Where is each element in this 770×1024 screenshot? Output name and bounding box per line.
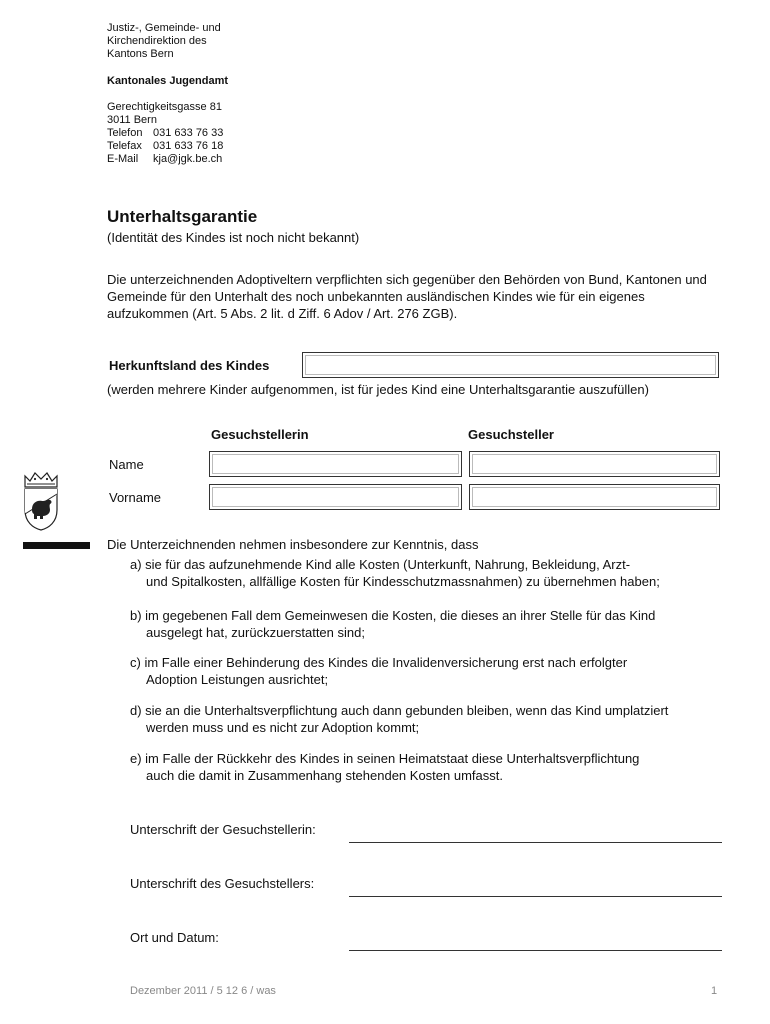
item-c-rest: Adoption Leistungen ausrichtet; [146, 672, 329, 687]
row-label-vorname: Vorname [109, 490, 162, 505]
vorname-male-field[interactable] [469, 484, 720, 510]
email-value: kja@jgk.be.ch [153, 153, 223, 165]
intro-paragraph: Die unterzeichnenden Adoptiveltern verpflichten sich gegenüber den Behörden von Bund, Kantonen und Gemeinde für den Unterhalt des noch unbekannten ausländischen Kindes wie für ein eigenes aufzukommen (Art. 5 Abs. 2 lit. d Ziff. 6 Adov / Art. 276 ZGB). [107, 272, 707, 321]
origin-country-hint: (werden mehrere Kinder aufgenommen, ist für jedes Kind eine Unterhaltsgarantie auszufüllen) [107, 382, 649, 397]
acknowledgement-item-b [130, 607, 730, 641]
item-e-first-line: e) im Falle der Rückkehr des Kindes in seinen Heimatstaat diese Unterhaltsverpflichtung [130, 751, 640, 766]
sender-email-row [107, 153, 228, 166]
item-c-first-line: c) im Falle einer Behinderung des Kindes die Invalidenversicherung erst nach erfolgter [130, 655, 628, 670]
footer-reference: Dezember 2011 / 5 12 6 / was [130, 985, 276, 997]
item-b-first-line: b) im gegebenen Fall dem Gemeinwesen die Kosten, die dieses an ihrer Stelle für das Kind [130, 608, 656, 623]
origin-country-field[interactable] [302, 352, 719, 378]
signature-male-label: Unterschrift des Gesuchstellers: [130, 876, 315, 891]
signature-female-label: Unterschrift der Gesuchstellerin: [130, 822, 316, 837]
vorname-female-field[interactable] [209, 484, 462, 510]
margin-bar [23, 542, 90, 549]
sender-block [107, 22, 228, 166]
column-header-gesuchstellerin: Gesuchstellerin [211, 427, 309, 442]
sender-department: Kantonales Jugendamt [107, 75, 229, 87]
bern-coat-of-arms-icon [22, 470, 60, 537]
origin-country-label: Herkunftsland des Kindes [109, 358, 270, 373]
acknowledgement-item-d [130, 702, 730, 736]
sender-phone-row [107, 127, 228, 140]
sender-org-line-1: Justiz-, Gemeinde- und [107, 22, 221, 34]
name-female-field[interactable] [209, 451, 462, 477]
sender-fax-row [107, 140, 228, 153]
item-b-rest: ausgelegt hat, zurückzuerstatten sind; [146, 625, 365, 640]
page-number: 1 [711, 985, 718, 997]
document-title: Unterhaltsgarantie [107, 207, 258, 226]
signature-female-line[interactable] [349, 842, 722, 843]
sender-org-line-2: Kirchendirektion des [107, 35, 207, 47]
column-header-gesuchsteller: Gesuchsteller [468, 427, 554, 442]
document-subtitle: (Identität des Kindes ist noch nicht bekannt) [107, 230, 360, 245]
fax-label: Telefax [107, 140, 142, 152]
item-d-first-line: d) sie an die Unterhaltsverpflichtung auch dann gebunden bleiben, wenn das Kind umplatziert [130, 703, 669, 718]
place-date-line[interactable] [349, 950, 722, 951]
row-label-name: Name [109, 457, 144, 472]
phone-label: Telefon [107, 127, 143, 139]
signature-male-line[interactable] [349, 896, 722, 897]
place-date-label: Ort und Datum: [130, 930, 219, 945]
item-d-rest: werden muss und es nicht zur Adoption kommt; [146, 720, 420, 735]
email-label: E-Mail [107, 153, 139, 165]
acknowledgement-item-c [130, 654, 730, 688]
name-male-field[interactable] [469, 451, 720, 477]
sender-street: Gerechtigkeitsgasse 81 [107, 101, 222, 113]
item-a-rest: und Spitalkosten, allfällige Kosten für Kindesschutzmassnahmen) zu übernehmen haben; [146, 574, 660, 589]
sender-org-line-3: Kantons Bern [107, 48, 174, 60]
acknowledgement-item-e [130, 750, 730, 784]
fax-value: 031 633 76 18 [153, 140, 224, 152]
item-e-rest: auch die damit in Zusammenhang stehenden Kosten umfasst. [146, 768, 503, 783]
item-a-first-line: a) sie für das aufzunehmende Kind alle Kosten (Unterkunft, Nahrung, Bekleidung, Arzt- [130, 557, 631, 572]
acknowledgement-lead: Die Unterzeichnenden nehmen insbesondere zur Kenntnis, dass [107, 537, 479, 552]
sender-city: 3011 Bern [107, 114, 157, 126]
acknowledgement-item-a [130, 556, 730, 590]
phone-value: 031 633 76 33 [153, 127, 224, 139]
